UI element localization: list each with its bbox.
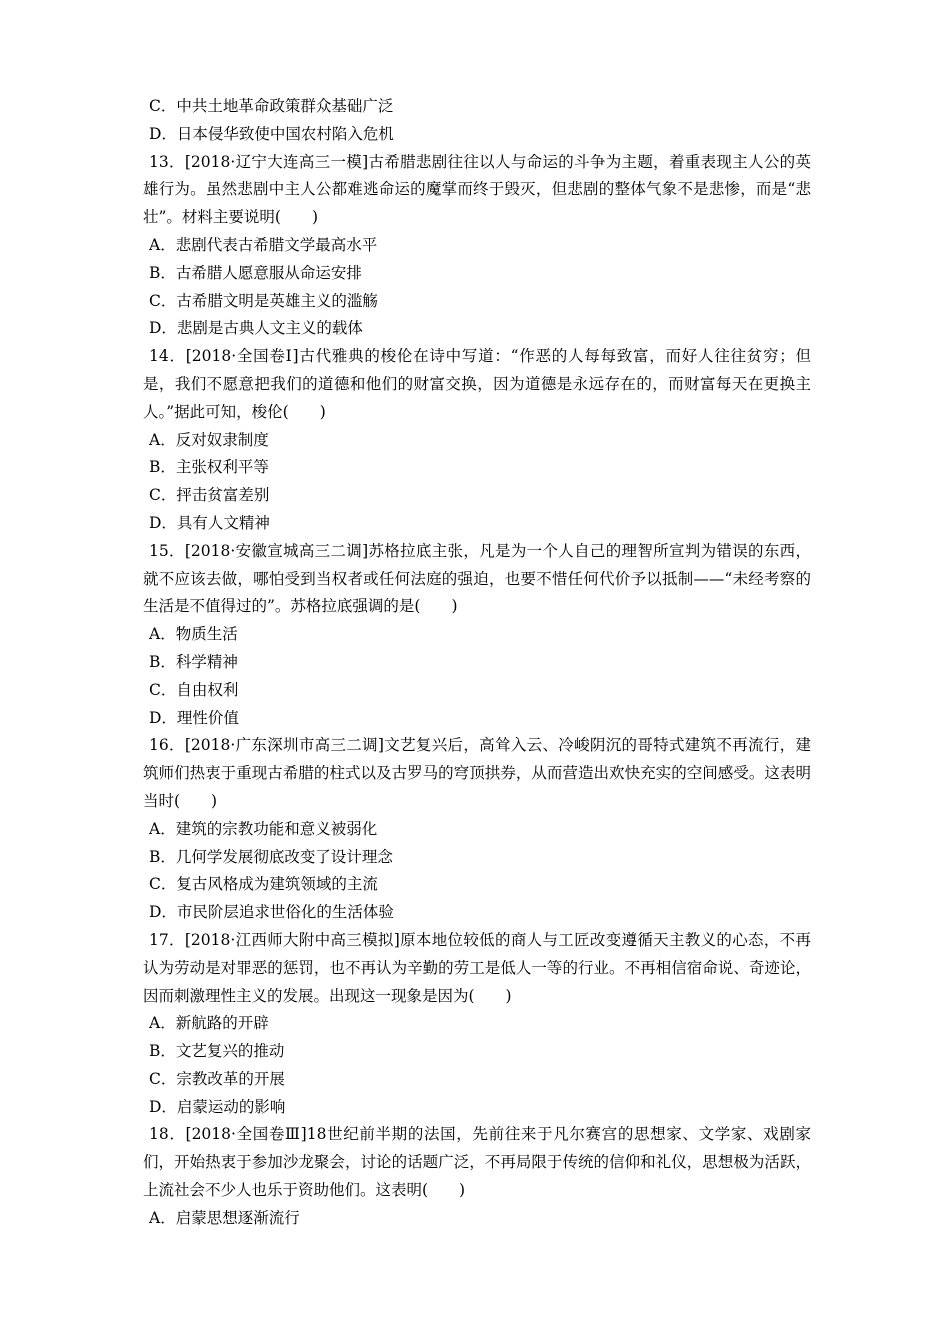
question-14-option-d: D．具有人文精神 — [149, 513, 270, 532]
question-18-stem: 18．[2018·全国卷Ⅲ]18世纪前半期的法国，先前往来于凡尔赛宫的思想家、文学家、戏剧家们，开始热衷于参加沙龙聚会，讨论的话题广泛，不再局限于传统的信仰和礼仪，思想极为活跃，上流社会不少人也乐于资助他们。这表明( ) — [143, 1125, 811, 1200]
question-17-stem: 17．[2018·江西师大附中高三模拟]原本地位较低的商人与工匠改变遵循天主教义的心态，不再认为劳动是对罪恶的惩罚，也不再认为辛勤的劳工是低人一等的行业。不再相信宿命说、奇迹论，因而刺激理性主义的发展。出现这一现象是因为( ) — [143, 930, 811, 1005]
question-13-option-c: C．古希腊文明是英雄主义的滥觞 — [149, 291, 378, 310]
question-16-option-d: D．市民阶层追求世俗化的生活体验 — [149, 903, 394, 922]
question-14-option-a: A．反对奴隶制度 — [149, 430, 269, 449]
question-15-option-a: A．物质生活 — [149, 625, 238, 644]
question-16-option-c: C．复古风格成为建筑领域的主流 — [149, 875, 378, 894]
option-d-q12: D．日本侵华致使中国农村陷入危机 — [149, 124, 394, 143]
question-16-option-a: A．建筑的宗教功能和意义被弱化 — [149, 819, 378, 838]
question-15-option-d: D．理性价值 — [149, 708, 239, 727]
question-15-option-c: C．自由权利 — [149, 680, 239, 699]
question-14-option-c: C．抨击贫富差别 — [149, 486, 270, 505]
question-17-option-d: D．启蒙运动的影响 — [149, 1097, 286, 1116]
option-c-q12: C．中共土地革命政策群众基础广泛 — [149, 97, 394, 115]
question-17-option-c: C．宗教改革的开展 — [149, 1069, 285, 1088]
question-13-option-d: D．悲剧是古典人文主义的载体 — [149, 319, 363, 338]
question-15-option-b: B．科学精神 — [149, 652, 238, 671]
exam-content — [143, 93, 811, 1233]
question-15-stem: 15．[2018·安徽宣城高三二调]苏格拉底主张，凡是为一个人自己的理智所宣判为错误的东西，就不应该去做，哪怕受到当权者或任何法庭的强迫，也要不惜任何代价予以抵制——“未经考察的生活是不值得过的”。苏格拉底强调的是( ) — [143, 541, 811, 616]
question-13-option-b: B．古希腊人愿意服从命运安排 — [149, 263, 362, 282]
question-18-option-a: A．启蒙思想逐渐流行 — [149, 1208, 300, 1227]
question-14-option-b: B．主张权利平等 — [149, 458, 269, 477]
question-13-stem: 13．[2018·辽宁大连高三一模]古希腊悲剧往往以人与命运的斗争为主题，着重表现主人公的英雄行为。虽然悲剧中主人公都难逃命运的魔掌而终于毁灭，但悲剧的整体气象不是悲惨，而是“悲壮”。材料主要说明( ) — [143, 152, 811, 227]
question-16-option-b: B．几何学发展彻底改变了设计理念 — [149, 847, 393, 866]
question-16-stem: 16．[2018·广东深圳市高三二调]文艺复兴后，高耸入云、冷峻阴沉的哥特式建筑不再流行，建筑师们热衷于重现古希腊的柱式以及古罗马的穹顶拱券，从而营造出欢快充实的空间感受。这表明当时( ) — [143, 736, 811, 810]
question-17-option-a: A．新航路的开辟 — [149, 1014, 269, 1033]
question-13-option-a: A．悲剧代表古希腊文学最高水平 — [149, 235, 378, 254]
question-14-stem: 14．[2018·全国卷Ⅰ]古代雅典的梭伦在诗中写道：“作恶的人每每致富，而好人往往贫穷；但是，我们不愿意把我们的道德和他们的财富交换，因为道德是永远存在的，而财富每天在更换主人。”据此可知，梭伦( ) — [143, 347, 811, 421]
question-17-option-b: B．文艺复兴的推动 — [149, 1042, 285, 1061]
